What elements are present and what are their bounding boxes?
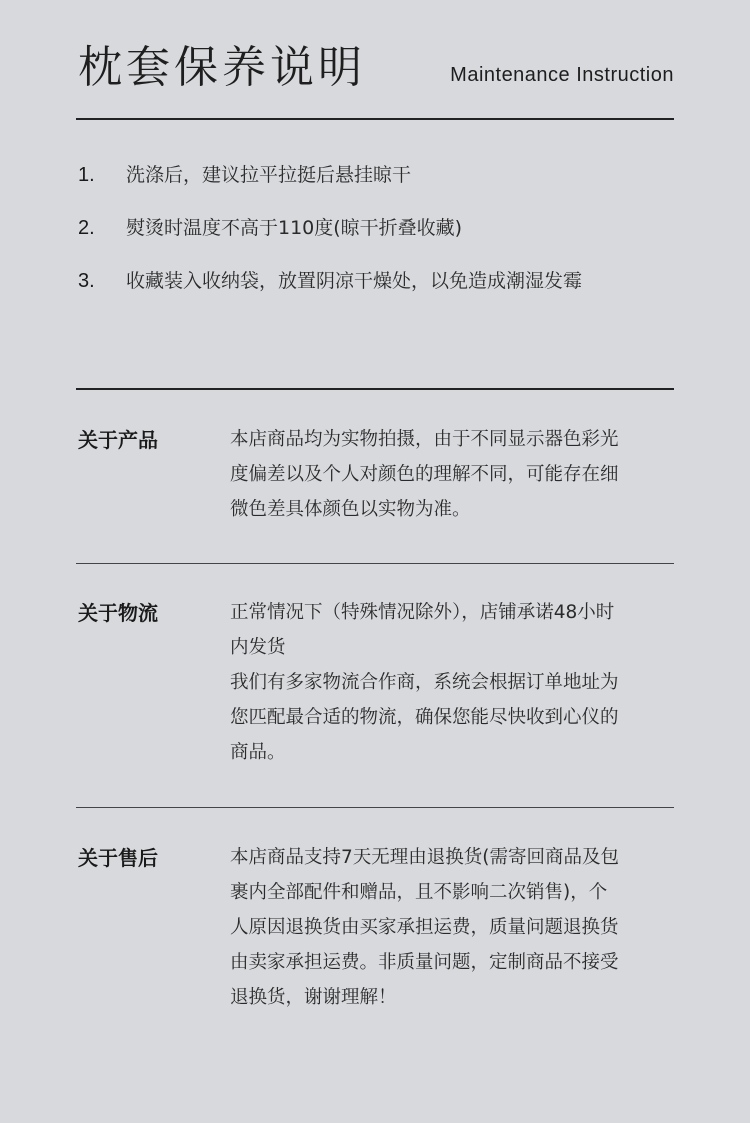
section-line: 您匹配最合适的物流，确保您能尽快收到心仪的	[230, 707, 619, 728]
step-number: 2.	[78, 217, 95, 239]
section-body	[230, 840, 676, 1015]
section-line: 裹内全部配件和赠品，且不影响二次销售)，个	[230, 882, 608, 903]
care-step	[78, 209, 674, 262]
section-body	[230, 422, 676, 527]
product-divider	[76, 563, 674, 564]
section-line: 我们有多家物流合作商，系统会根据订单地址为	[230, 672, 619, 693]
section-line: 内发货	[230, 637, 286, 658]
care-step	[78, 262, 674, 315]
step-text: 收藏装入收纳袋，放置阴凉干燥处，以免造成潮湿发霉	[126, 270, 583, 292]
steps-divider	[76, 388, 674, 390]
page-title: 枕套保养说明	[78, 42, 366, 93]
section-line: 度偏差以及个人对颜色的理解不同，可能存在细	[230, 464, 619, 485]
step-number: 3.	[78, 270, 95, 292]
section-line: 本店商品支持7天无理由退换货(需寄回商品及包	[230, 847, 619, 868]
section-line: 微色差具体颜色以实物为准。	[230, 499, 471, 520]
step-text: 熨烫时温度不高于110度(晾干折叠收藏)	[126, 217, 463, 239]
care-steps-list	[78, 156, 674, 315]
header-divider	[76, 118, 674, 120]
section-line: 人原因退换货由买家承担运费，质量问题退换货	[230, 917, 619, 938]
section-line: 商品。	[230, 742, 286, 763]
section-line: 本店商品均为实物拍摄，由于不同显示器色彩光	[230, 429, 619, 450]
section-line: 退换货，谢谢理解！	[230, 987, 397, 1008]
section-line: 正常情况下（特殊情况除外），店铺承诺48小时	[230, 602, 615, 623]
header	[78, 38, 674, 98]
page-subtitle: Maintenance Instruction	[450, 64, 674, 86]
section-label: 关于产品	[78, 428, 158, 452]
section-label: 关于物流	[78, 601, 158, 625]
section-line: 由卖家承担运费。非质量问题，定制商品不接受	[230, 952, 619, 973]
section-body	[230, 595, 676, 770]
care-step	[78, 156, 674, 209]
step-number: 1.	[78, 164, 95, 186]
section-label: 关于售后	[78, 846, 158, 870]
step-text: 洗涤后，建议拉平拉挺后悬挂晾干	[126, 164, 412, 186]
logistics-divider	[76, 807, 674, 808]
